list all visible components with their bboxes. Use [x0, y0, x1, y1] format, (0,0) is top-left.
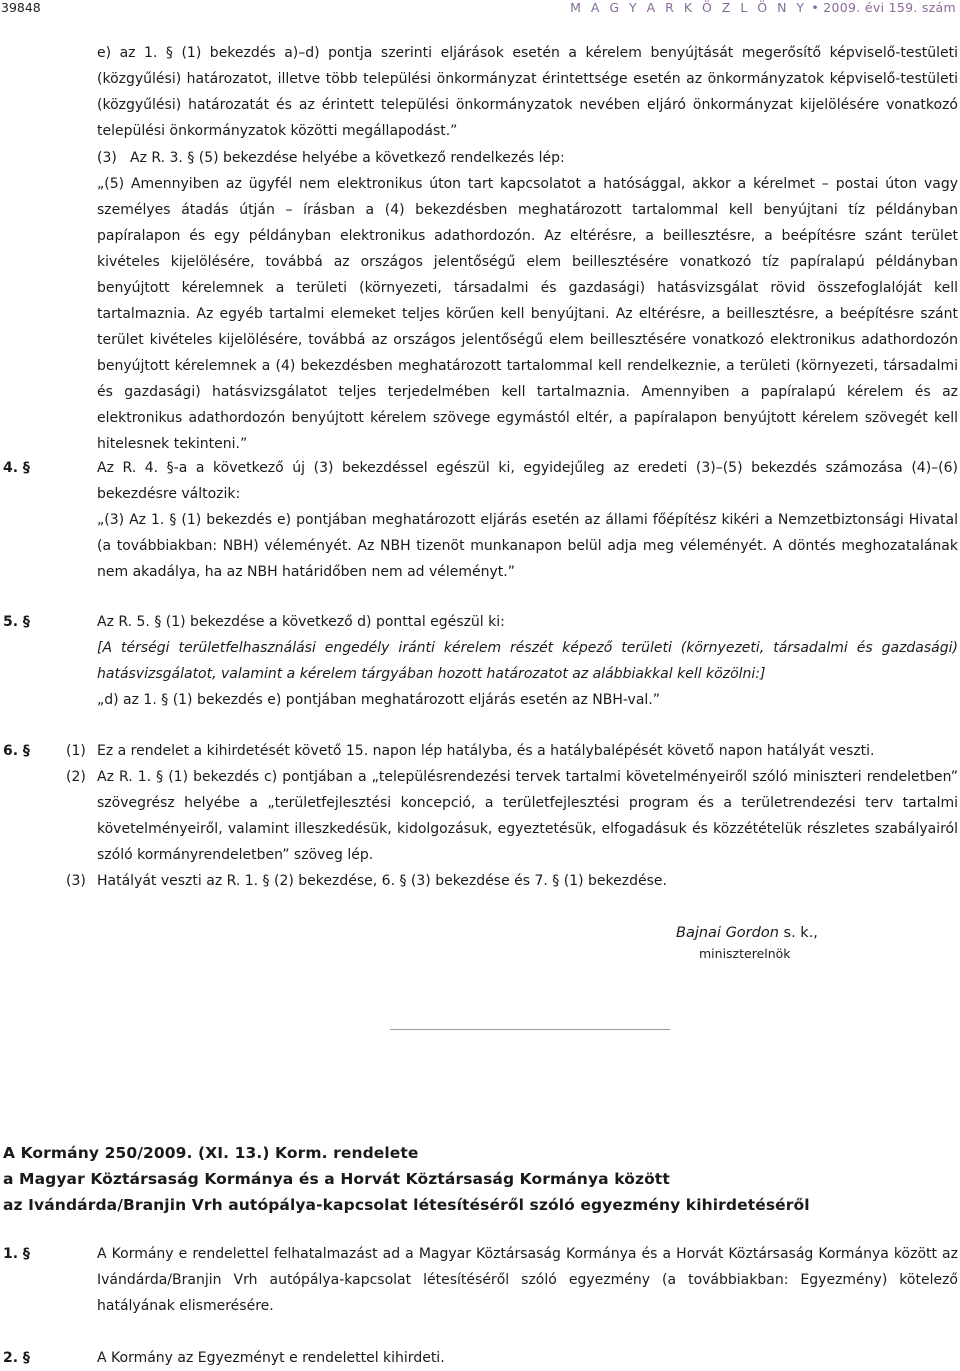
- section-6-3: Hatályát veszti az R. 1. § (2) bekezdése, 6. § (3) bekezdése és 7. § (1) bekezdése.: [97, 873, 667, 889]
- journal-name: M A G Y A R K Ö Z L Ö N Y: [570, 0, 808, 15]
- signature-role: miniszterelnök: [699, 946, 791, 961]
- section-5-text: Az R. 5. § (1) bekezdése a következő d) ponttal egészül ki:: [97, 614, 505, 630]
- separator-line: [390, 1029, 670, 1030]
- section-4-text: Az R. 4. §-a a következő új (3) bekezdéssel egészül ki, egyidejűleg az eredeti (3)–(5) bekezdés számozása (4)–(6) bekezdésre változik:: [97, 460, 958, 502]
- section-number: 2. §: [3, 1350, 30, 1366]
- issue-info: • 2009. évi 159. szám: [807, 0, 956, 15]
- subsection-number: (1): [66, 743, 86, 759]
- section-5-point-d: „d) az 1. § (1) bekezdés e) pontjában meghatározott eljárás esetén az NBH-val.”: [97, 692, 661, 708]
- section-6-1: Ez a rendelet a kihirdetését követő 15. napon lép hatályba, és a hatálybalépését követő napon hatályát veszti.: [97, 743, 875, 759]
- subsection-number: (2): [66, 769, 86, 785]
- page-number: 39848: [1, 0, 41, 15]
- decree-title: A Kormány 250/2009. (XI. 13.) Korm. rendelete: [3, 1144, 419, 1162]
- decree-section-2: A Kormány az Egyezményt e rendelettel kihirdeti.: [97, 1350, 445, 1366]
- section-number: 4. §: [3, 460, 30, 476]
- paragraph-3: Az R. 3. § (5) bekezdése helyébe a következő rendelkezés lép:: [130, 150, 565, 166]
- journal-header: [570, 0, 956, 15]
- decree-subtitle: a Magyar Köztársaság Kormánya és a Horvát Köztársaság Kormánya között: [3, 1170, 670, 1188]
- section-number: 1. §: [3, 1246, 30, 1262]
- subsection-number: (3): [66, 873, 86, 889]
- subsection-number: (3): [97, 150, 117, 166]
- section-5-italic: [A térségi területfelhasználási engedély iránti kérelem részét képező területi (környezeti, társadalmi és gazdasági) hatásvizsgálatot, valamint a kérelem tárgyában hozott határozatot az alábbiakkal kell közölni:]: [97, 640, 958, 682]
- decree-subtitle: az Ivándárda/Branjin Vrh autópálya-kapcsolat létesítéséről szóló egyezmény kihirdetéséről: [3, 1196, 810, 1214]
- section-number: 6. §: [3, 743, 30, 759]
- quoted-paragraph-5: „(5) Amennyiben az ügyfél nem elektronikus úton tart kapcsolatot a hatósággal, akkor a kérelmet – postai úton vagy személyes átadás útján – írásban a (4) bekezdésben meghatározott tartalommal kell benyújtani tíz példányban papíralapon és egy példányban elektronikus adathordozón. Az eltérésre, a beillesztésre, a beépítésre szánt terület kivételes kijelölésére, továbbá az országos jelentőségű elem beillesztésére vonatkozó tíz papíralapú példányban benyújtott kérelemnek a területi (környezeti, társadalmi és gazdasági) hatásvizsgálat rövid összefoglalóját kell tartalmaznia. Az egyéb tartalmi elemeket teljes körűen kell benyújtani. Az eltérésre, a beillesztésre, a beépítésre szánt terület kivételes kijelölésére, továbbá az országos jelentőségű elem beillesztésére vonatkozó elektronikus adathordozón benyújtott kérelemnek a (4) bekezdésben meghatározott tartalommal kell rendelkeznie, a területi (környezeti, társadalmi és gazdasági) hatásvizsgálatot teljes terjedelmében kell tartalmaznia. Amennyiben a papíralapú kérelem és az elektronikus adathordozón benyújtott kérelem szövege egymástól eltér, a papíralapon benyújtott kérelem szövegét kell hitelesnek tekinteni.”: [97, 176, 958, 452]
- section-number: 5. §: [3, 614, 30, 630]
- section-4-quote: „(3) Az 1. § (1) bekezdés e) pontjában meghatározott eljárás esetén az állami főépítész kikéri a Nemzetbiztonsági Hivatal (a továbbiakban: NBH) véleményét. Az NBH tizenöt munkanapon belül adja meg véleményét. A döntés meghozatalának nem akadálya, ha az NBH határidőben nem ad véleményt.”: [97, 512, 958, 580]
- section-6-2: Az R. 1. § (1) bekezdés c) pontjában a „településrendezési tervek tartalmi követelményeiről szóló miniszteri rendeletben” szövegrész helyébe a „területfejlesztési koncepció, a területfejlesztési program és a területrendezési terv tartalmi követelményeiről, valamint illeszkedésük, kidolgozásuk, egyeztetésük, elfogadásuk és közzétételük részletes szabályairól szóló kormányrendeletben” szöveg lép.: [97, 769, 958, 863]
- page-header: [0, 0, 960, 18]
- decree-section-1: A Kormány e rendelettel felhatalmazást ad a Magyar Köztársaság Kormánya és a Horvát Köztársaság Kormánya között az Ivándárda/Branjin Vrh autópálya-kapcsolat létesítéséről szóló egyezmény (a továbbiakban: Egyezmény) kötelező hatályának elismerésére.: [97, 1246, 958, 1314]
- signature-name: Bajnai Gordon s. k.,: [676, 925, 818, 941]
- paragraph-e: e) az 1. § (1) bekezdés a)–d) pontja szerinti eljárások esetén a kérelem benyújtását megerősítő képviselő-testületi (közgyűlési) határozatot, illetve több települési önkormányzat érintettsége esetén az önkormányzatok képviselő-testületi (közgyűlési) határozatát és az érintett települési önkormányzatok nevében eljáró önkormányzat kijelölésére vonatkozó települési önkormányzatok közötti megállapodást.”: [97, 45, 958, 139]
